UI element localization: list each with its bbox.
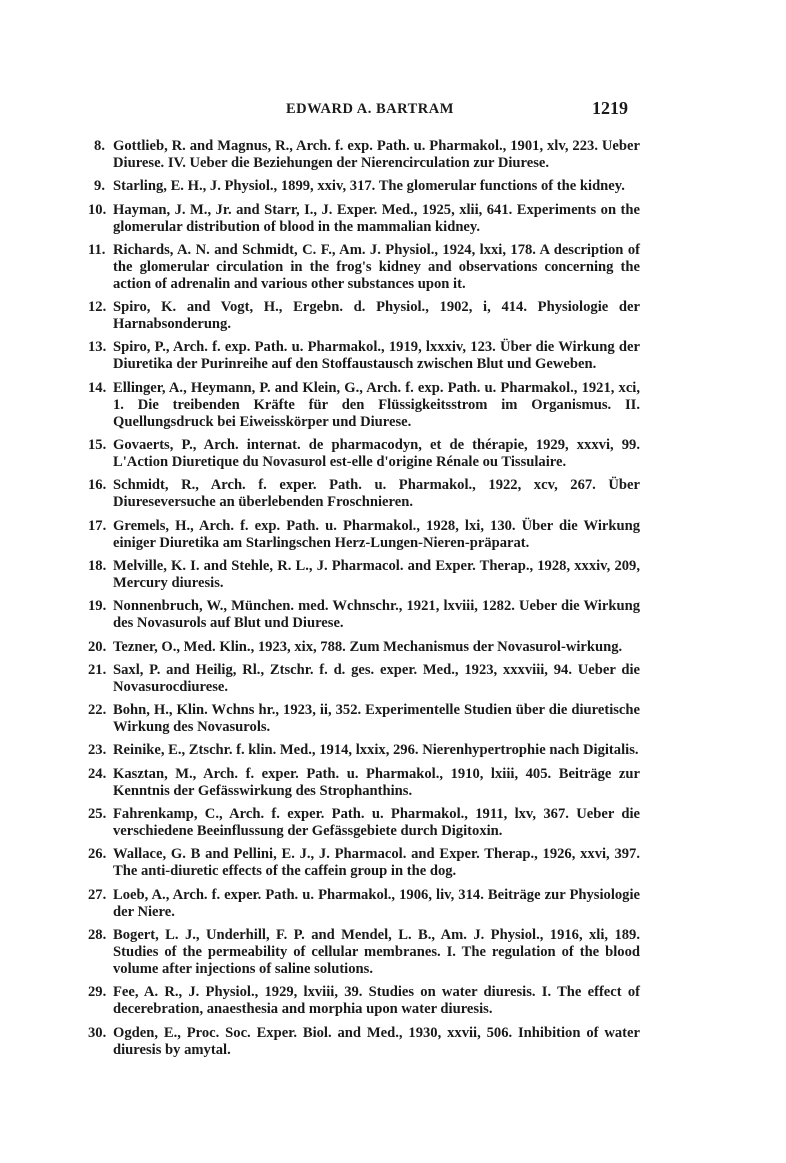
reference-item <box>88 437 640 471</box>
reference-item <box>88 702 640 736</box>
reference-text: Saxl, P. and Heilig, Rl., Ztschr. f. d. ges. exper. Med., 1923, xxxviii, 94. Ueber die Novasurocdiurese. <box>113 661 640 695</box>
reference-item <box>88 518 640 552</box>
reference-text: Govaerts, P., Arch. internat. de pharmacodyn, et de thérapie, 1929, xxxvi, 99. L'Action Diuretique du Novasurol est-elle d'origine Rénale ou Tissulaire. <box>113 437 640 471</box>
reference-item <box>88 1025 640 1059</box>
reference-number: 29. <box>88 984 107 1001</box>
reference-item <box>88 380 640 431</box>
reference-text: Wallace, G. B and Pellini, E. J., J. Pharmacol. and Exper. Therap., 1926, xxvi, 397. The anti-diuretic effects of the caffein group in the dog. <box>113 846 640 880</box>
reference-number: 12. <box>88 299 107 316</box>
reference-item <box>88 339 640 373</box>
reference-item <box>88 202 640 236</box>
reference-number: 15. <box>88 437 107 454</box>
reference-list <box>88 138 640 1065</box>
reference-text: Spiro, K. and Vogt, H., Ergebn. d. Physiol., 1902, i, 414. Physiologie der Harnabsonderung. <box>113 299 640 333</box>
reference-text: Bohn, H., Klin. Wchns hr., 1923, ii, 352. Experimentelle Studien über die diuretische Wirkung des Novasurols. <box>113 702 640 736</box>
reference-text: Gottlieb, R. and Magnus, R., Arch. f. exp. Path. u. Pharmakol., 1901, xlv, 223. Ueber Diurese. IV. Ueber die Beziehungen der Nierencirculation zur Diurese. <box>113 138 640 171</box>
reference-number: 19. <box>88 598 107 615</box>
reference-item <box>88 766 640 800</box>
reference-number: 20. <box>88 638 107 655</box>
running-head-author: EDWARD A. BARTRAM <box>286 101 454 117</box>
reference-item <box>88 662 640 696</box>
reference-text: Schmidt, R., Arch. f. exper. Path. u. Pharmakol., 1922, xcv, 267. Über Diureseversuche an überlebenden Froschnieren. <box>113 477 640 511</box>
reference-item <box>88 242 640 293</box>
reference-item <box>88 927 640 978</box>
reference-number: 27. <box>88 886 107 903</box>
running-head <box>88 98 628 125</box>
reference-number: 24. <box>88 765 107 782</box>
reference-item <box>88 639 640 656</box>
reference-text: Richards, A. N. and Schmidt, C. F., Am. J. Physiol., 1924, lxxi, 178. A description of the glomerular circulation in the frog's kidney and observations concerning the action of adrenalin and various other substances upon it. <box>113 241 640 292</box>
reference-number: 22. <box>88 702 107 719</box>
reference-number: 17. <box>88 517 107 534</box>
reference-item <box>88 984 640 1018</box>
reference-text: Nonnenbruch, W., München. med. Wchnschr., 1921, lxviii, 1282. Ueber die Wirkung des Novasurols auf Blut und Diurese. <box>113 598 640 632</box>
reference-text: Hayman, J. M., Jr. and Starr, I., J. Exper. Med., 1925, xlii, 641. Experiments on the glomerular distribution of blood in the mammalian kidney. <box>113 201 640 235</box>
reference-text: Loeb, A., Arch. f. exper. Path. u. Pharmakol., 1906, liv, 314. Beiträge zur Physiologie der Niere. <box>113 886 640 920</box>
reference-text: Ellinger, A., Heymann, P. and Klein, G., Arch. f. exp. Path. u. Pharmakol., 1921, xci, 1. Die treibenden Kräfte für den Flüssigkeitsstrom im Organismus. II. Quellungsdruck bei Eiweisskörper und Diurese. <box>113 379 640 430</box>
reference-item <box>88 742 640 759</box>
reference-number: 25. <box>88 806 107 823</box>
reference-number: 8. <box>94 138 105 154</box>
reference-item <box>88 598 640 632</box>
reference-item <box>88 178 640 195</box>
reference-text: Tezner, O., Med. Klin., 1923, xix, 788. Zum Mechanismus der Novasurol-wirkung. <box>113 638 623 655</box>
reference-item <box>88 887 640 921</box>
reference-number: 18. <box>88 557 107 574</box>
reference-text: Starling, E. H., J. Physiol., 1899, xxiv, 317. The glomerular functions of the kidney. <box>113 178 625 195</box>
reference-number: 23. <box>88 742 107 759</box>
reference-item <box>88 558 640 592</box>
reference-text: Gremels, H., Arch. f. exp. Path. u. Pharmakol., 1928, lxi, 130. Über die Wirkung einiger Diuretika am Starlingschen Herz-Lungen-Nieren-präparat. <box>113 517 640 551</box>
reference-item <box>88 846 640 880</box>
reference-number: 21. <box>88 661 107 678</box>
reference-text: Fee, A. R., J. Physiol., 1929, lxviii, 39. Studies on water diuresis. I. The effect of decerebration, anaesthesia and morphia upon water diuresis. <box>113 984 640 1018</box>
reference-number: 30. <box>88 1024 107 1041</box>
reference-number: 26. <box>88 846 107 863</box>
reference-item <box>88 806 640 840</box>
reference-text: Melville, K. I. and Stehle, R. L., J. Pharmacol. and Exper. Therap., 1928, xxxiv, 209, Mercury diuresis. <box>113 557 640 591</box>
reference-number: 10. <box>88 201 107 218</box>
reference-number: 16. <box>88 477 107 494</box>
reference-number: 11. <box>88 241 106 258</box>
reference-text: Bogert, L. J., Underhill, F. P. and Mendel, L. B., Am. J. Physiol., 1916, xli, 189. Studies of the permeability of cellular membranes. I. The regulation of the blood volume after injections of saline solutions. <box>113 926 640 977</box>
reference-text: Ogden, E., Proc. Soc. Exper. Biol. and Med., 1930, xxvii, 506. Inhibition of water diuresis by amytal. <box>113 1024 640 1058</box>
reference-text: Fahrenkamp, C., Arch. f. exper. Path. u. Pharmakol., 1911, lxv, 367. Ueber die verschiedene Beeinflussung der Gefässgebiete durch Digitoxin. <box>113 806 640 840</box>
page-number: 1219 <box>592 98 628 118</box>
reference-item <box>88 138 640 172</box>
reference-number: 14. <box>88 379 107 396</box>
reference-item <box>88 477 640 511</box>
reference-number: 28. <box>88 926 107 943</box>
reference-item <box>88 299 640 333</box>
reference-text: Kasztan, M., Arch. f. exper. Path. u. Pharmakol., 1910, lxiii, 405. Beiträge zur Kenntnis der Gefässwirkung des Strophanthins. <box>113 765 640 799</box>
reference-text: Spiro, P., Arch. f. exp. Path. u. Pharmakol., 1919, lxxxiv, 123. Über die Wirkung der Diuretika der Purinreihe auf den Stoffaustausch zwischen Blut und Geweben. <box>113 339 640 373</box>
reference-number: 9. <box>94 178 105 195</box>
reference-text: Reinike, E., Ztschr. f. klin. Med., 1914, lxxix, 296. Nierenhypertrophie nach Digitalis. <box>113 742 639 759</box>
reference-number: 13. <box>88 339 107 356</box>
